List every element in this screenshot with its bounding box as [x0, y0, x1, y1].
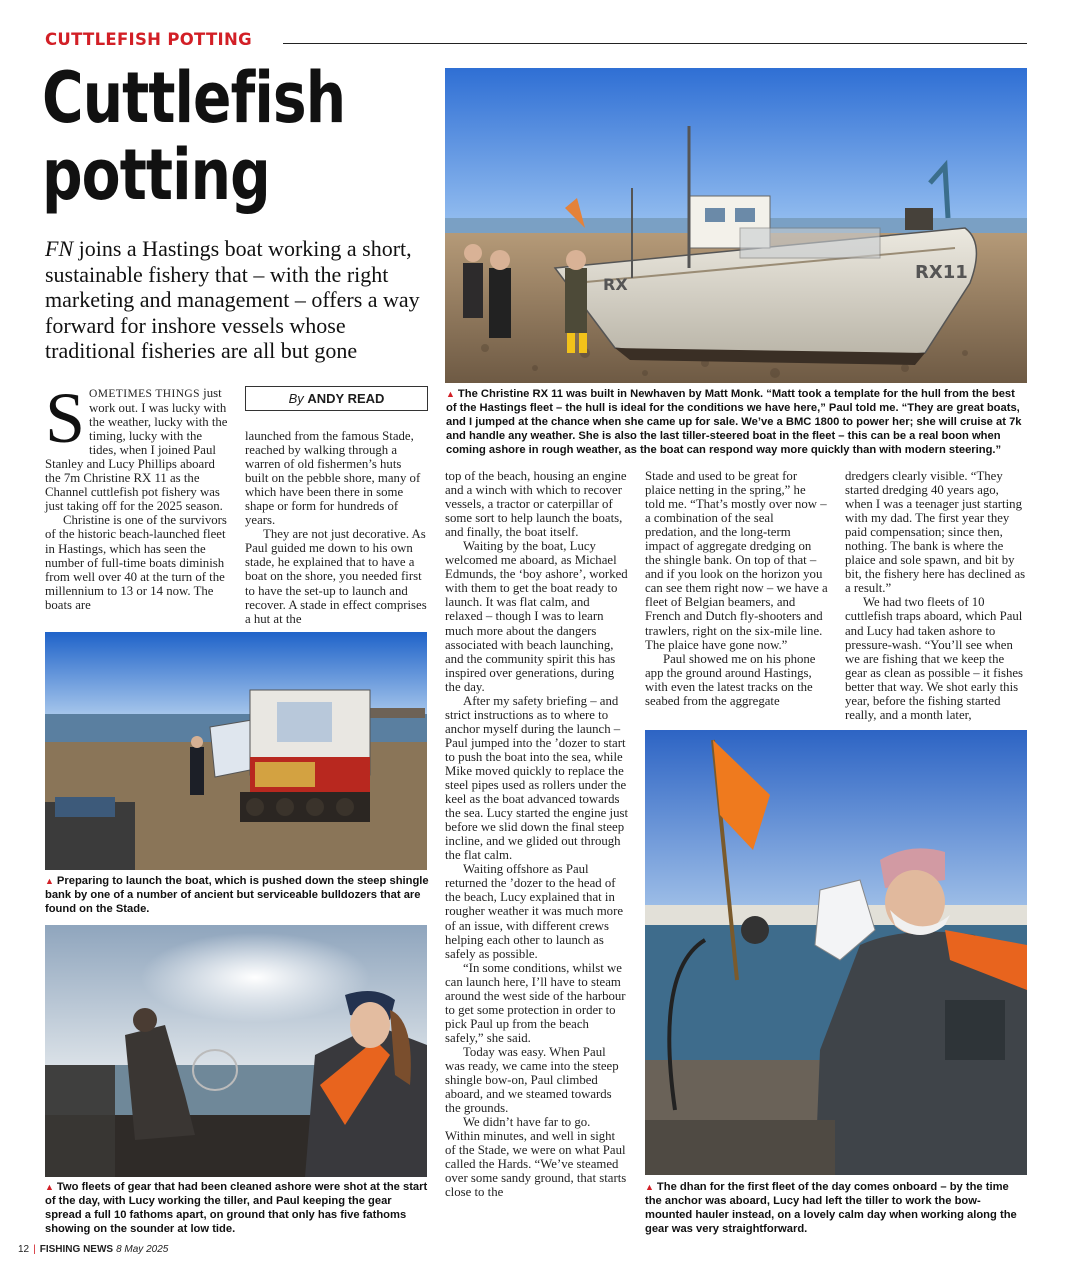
article-paragraph: We had two fleets of 10 cuttlefish traps aboard, which Paul and Lucy had taken ashore to pressure-wash. “You’ll see when we are fishing that we keep the gear as clean as possible – it fishes better that way. We shot early this year, before the fishing started really, and a month later, [845, 595, 1024, 722]
page-footer [18, 1244, 168, 1255]
caption-arrow-icon: ▲ [45, 876, 54, 886]
headline-line-2: potting [42, 134, 270, 216]
byline-name: ANDY READ [307, 391, 385, 406]
caption-launch-text: Preparing to launch the boat, which is pushed down the steep shingle bank by one of a number of ancient but serviceable bulldozers that are found on the Stade. [45, 875, 429, 915]
article-paragraph: dredgers clearly visible. “They started dredging 40 years ago, when I was a teenager just starting with my dad. The first year they paid compensation; since then, nothing. The bank is where the plaice and sole spawn, and bit by bit, the fishery here has declined as a result.” [845, 469, 1026, 596]
byline [245, 386, 428, 411]
article-paragraph: They are not just decorative. As Paul guided me down to his own stade, he explained that to have a boat on the shore, you needed first to have the set-up to launch and recover. A stade in effect comprises a hut at the [245, 527, 427, 626]
caption-arrow-icon: ▲ [645, 1182, 654, 1192]
photo-christine-boat [445, 68, 1027, 383]
article-paragraph: We didn’t have far to go. Within minutes, and well in sight of the Stade, we were on what Paul called the Hards. “We’ve steamed over some sandy ground, that starts close to the [445, 1115, 627, 1200]
photo-launch-bulldozer [45, 632, 427, 870]
caption-gear-text: Two fleets of gear that had been cleaned ashore were shot at the start of the day, with Lucy working the tiller, and Paul keeping the gear spread a full 10 fathoms apart, on ground that only has five fathoms showing on the sounder at low tide. [45, 1181, 428, 1235]
standfirst-text: joins a Hastings boat working a short, sustainable fishery that – with the right marketing and management – offers a way forward for inshore vessels whose traditional fisheries are all but gone [45, 236, 420, 363]
lead-caps: OMETIMES THINGS [89, 388, 200, 400]
photo-gear-shooting [45, 925, 427, 1177]
article-paragraph: Waiting by the boat, Lucy welcomed me aboard, as Michael Edmunds, the ‘boy ashore’, worked with them to get the boat ready to launch. It was flat calm, and relaxed – though I was to learn much more about the dangers associated with beach launching, and the community spirit this has inspired over generations, during the day. [445, 539, 628, 694]
page-number: 12 [18, 1244, 30, 1255]
article-column-3 [445, 469, 628, 1199]
article-paragraph: launched from the famous Stade, reached by walking through a warren of old fishermen’s huts built on the pebble shore, many of which have been there in some shape or form for hundreds of years. [245, 429, 421, 528]
kicker-rule [283, 43, 1027, 44]
section-kicker-row [45, 30, 1027, 52]
caption-top [446, 387, 1024, 457]
caption-dhan [645, 1180, 1027, 1236]
caption-top-text: The Christine RX 11 was built in Newhaven by Matt Monk. “Matt took a template for the hull from the best of the Hastings fleet – the hull is ideal for the conditions we have here,” Paul told me. “They are great boats, and I jumped at the chance when she came up for sale. We’ve a BMC 1800 to power her; she will cruise at 7k and handle any weather. She is also the last tiller-steered boat in the fleet – this can be a real boon when coming ashore in rough weather, as the boat can respond way more quickly than with modern steering.” [446, 388, 1022, 456]
headline-line-1: Cuttlefish [42, 57, 346, 139]
photo-hull-registration: RX11 [915, 262, 968, 283]
footer-divider: | [33, 1244, 36, 1255]
article-paragraph: Christine is one of the survivors of the historic beach-launched fleet in Hastings, which has seen the number of full-time boats diminish from well over 40 at the turn of the millennium to 13 or 14 now. The boats are [45, 513, 227, 612]
byline-by: By [288, 391, 304, 406]
article-paragraph: Stade and used to be great for plaice netting in the spring,” he told me. “That’s mostly over now – a combination of the seal predation, and the long-term impact of aggregate dredging on the shingle bank. On top of that – and if you look on the horizon you can see them right now – we have a fleet of Belgian beamers, and French and Dutch fly-shooters and trawlers, right on the six-mile line. The plaice have gone now.” [645, 469, 828, 652]
caption-arrow-icon: ▲ [45, 1182, 54, 1192]
article-paragraph: Paul showed me on his phone app the ground around Hastings, with even the latest tracks on the seabed from the aggregate [645, 651, 816, 708]
article-paragraph: Today was easy. When Paul was ready, we came into the steep shingle bow-on, Paul climbed aboard, and we steamed towards the grounds. [445, 1044, 619, 1116]
drop-cap: S [45, 378, 86, 458]
article-column-1 [45, 378, 228, 612]
article-paragraph: After my safety briefing – and strict instructions as to where to anchor myself during the launch – Paul jumped into the ’dozer to start to push the boat into the sea, while Mike moved quickly to replace the steel pipes used as rollers under the keel as the boat advanced towards the sea. Lucy started the engine just before we slid down the final steep incline, and we glided out through the flat calm. [445, 693, 629, 863]
photo-dhan-onboard [645, 730, 1027, 1175]
caption-arrow-icon: ▲ [446, 389, 455, 399]
caption-launch [45, 874, 430, 916]
article-paragraph [45, 378, 228, 514]
article-text: just work out. I was lucky with the weather, lucky with the timing, lucky with the tides, when I joined Paul Stanley and Lucy Phillips aboard the 7m Christine RX 11 as the Channel cuttlefish pot fishery was just taking off for the 2025 season. [45, 386, 228, 514]
section-kicker: CUTTLEFISH POTTING [45, 30, 252, 49]
article-paragraph: Waiting offshore as Paul returned the ’dozer to the head of the beach, Lucy explained that in rougher weather it was much more of an issue, with different crews helping each other to launch as safely as possible. [445, 862, 624, 961]
caption-dhan-text: The dhan for the first fleet of the day comes onboard – by the time the anchor was aboard, Lucy had left the tiller to work the bow-mounted hauler instead, on a lovely calm day when working along the gear was very straightforward. [645, 1181, 1017, 1235]
magazine-name: FISHING NEWS [39, 1244, 114, 1255]
article-paragraph: top of the beach, housing an engine and a winch with which to recover vessels, a tractor or caterpillar of some sort to help launch the boats, and finally, the boat itself. [445, 469, 627, 540]
article-column-4 [645, 469, 828, 708]
article-paragraph: “In some conditions, whilst we can launch here, I’ll have to steam around the west side of the harbour to get some protection in order to pick Paul up from the beach safely,” she said. [445, 960, 626, 1045]
issue-date: 8 May 2025 [116, 1244, 169, 1255]
article-column-2 [245, 429, 428, 626]
headline [42, 57, 393, 216]
photo-bow-registration: RX [603, 275, 628, 294]
article-column-5 [845, 469, 1028, 722]
caption-gear [45, 1180, 430, 1236]
standfirst [45, 236, 430, 364]
standfirst-fn: FN [45, 236, 74, 261]
